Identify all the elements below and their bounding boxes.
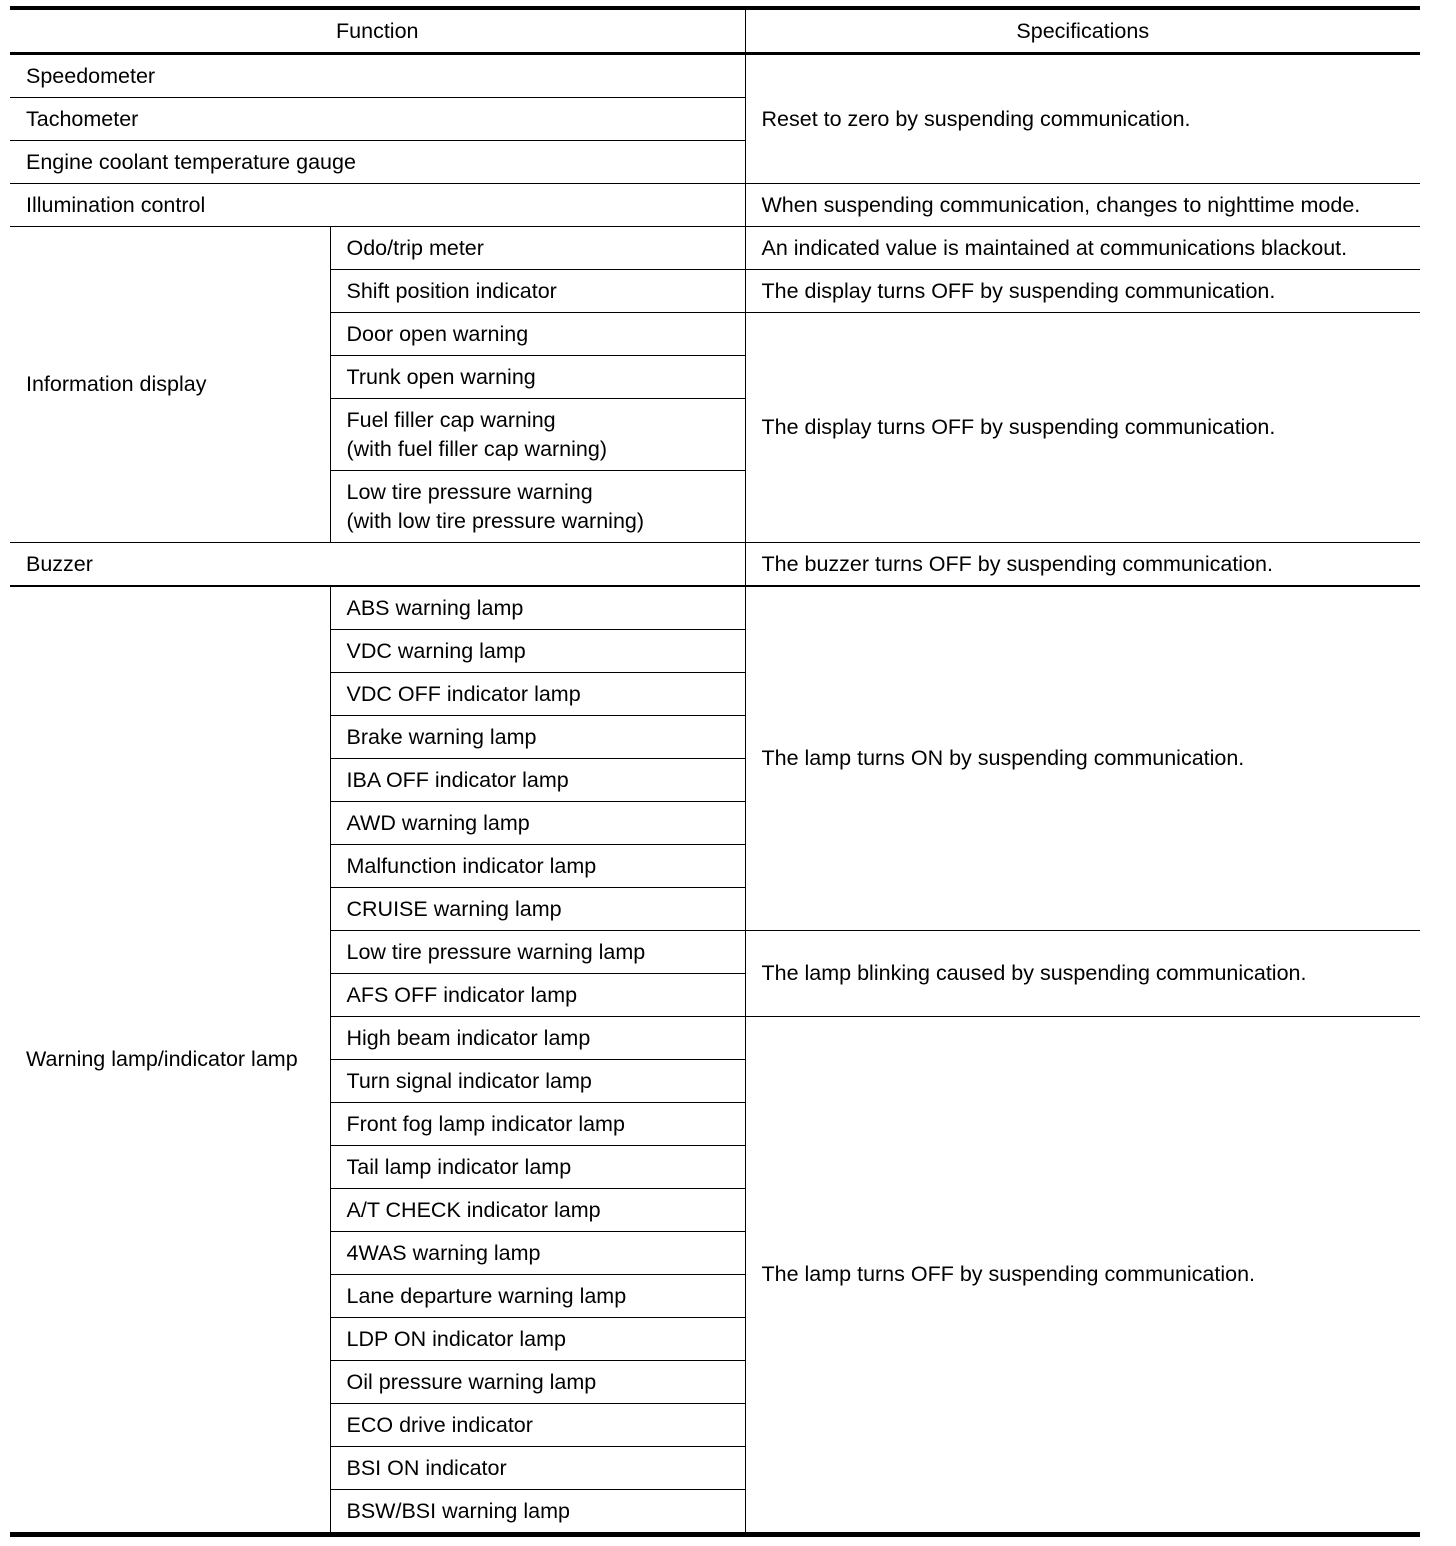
function-cell: Brake warning lamp [330,716,745,759]
function-cell: A/T CHECK indicator lamp [330,1189,745,1232]
function-cell: High beam indicator lamp [330,1017,745,1060]
function-cell: Door open warning [330,313,745,356]
spec-cell: The lamp blinking caused by suspending communication. [745,931,1420,1017]
spec-cell: Reset to zero by suspending communication. [745,54,1420,184]
function-cell: Odo/trip meter [330,227,745,270]
function-cell: VDC OFF indicator lamp [330,673,745,716]
spec-cell: The display turns OFF by suspending communication. [745,313,1420,543]
function-cell: Oil pressure warning lamp [330,1361,745,1404]
header-row [10,8,1420,54]
function-cell: Front fog lamp indicator lamp [330,1103,745,1146]
function-cell: BSI ON indicator [330,1447,745,1490]
spec-cell: The buzzer turns OFF by suspending communication. [745,543,1420,587]
function-cell: 4WAS warning lamp [330,1232,745,1275]
function-cell: Buzzer [10,543,745,587]
function-cell: Malfunction indicator lamp [330,845,745,888]
function-cell: LDP ON indicator lamp [330,1318,745,1361]
table-row [10,54,1420,98]
spec-cell: The lamp turns OFF by suspending communication. [745,1017,1420,1535]
spec-cell: An indicated value is maintained at communications blackout. [745,227,1420,270]
function-cell: ABS warning lamp [330,586,745,630]
table-row [10,184,1420,227]
function-cell: Engine coolant temperature gauge [10,141,745,184]
function-cell: BSW/BSI warning lamp [330,1490,745,1535]
function-cell: Trunk open warning [330,356,745,399]
spec-cell: The display turns OFF by suspending communication. [745,270,1420,313]
spec-table [10,6,1420,1537]
function-cell: AWD warning lamp [330,802,745,845]
function-cell: ECO drive indicator [330,1404,745,1447]
function-cell: Speedometer [10,54,745,98]
function-cell: Illumination control [10,184,745,227]
header-specifications: Specifications [745,8,1420,54]
function-cell: Fuel filler cap warning (with fuel filler cap warning) [330,399,745,471]
function-cell: Shift position indicator [330,270,745,313]
function-cell: IBA OFF indicator lamp [330,759,745,802]
function-cell: Low tire pressure warning (with low tire pressure warning) [330,471,745,543]
table-row [10,586,1420,630]
function-cell: AFS OFF indicator lamp [330,974,745,1017]
function-cell: CRUISE warning lamp [330,888,745,931]
function-cell: Low tire pressure warning lamp [330,931,745,974]
header-function: Function [10,8,745,54]
function-cell: Tachometer [10,98,745,141]
group-cell-warning-lamp: Warning lamp/indicator lamp [10,586,330,1535]
spec-cell: The lamp turns ON by suspending communication. [745,586,1420,931]
function-cell: Lane departure warning lamp [330,1275,745,1318]
spec-cell: When suspending communication, changes to nighttime mode. [745,184,1420,227]
function-cell: Turn signal indicator lamp [330,1060,745,1103]
table-row [10,543,1420,587]
table-row [10,227,1420,270]
function-cell: Tail lamp indicator lamp [330,1146,745,1189]
function-cell: VDC warning lamp [330,630,745,673]
group-cell-information-display: Information display [10,227,330,543]
